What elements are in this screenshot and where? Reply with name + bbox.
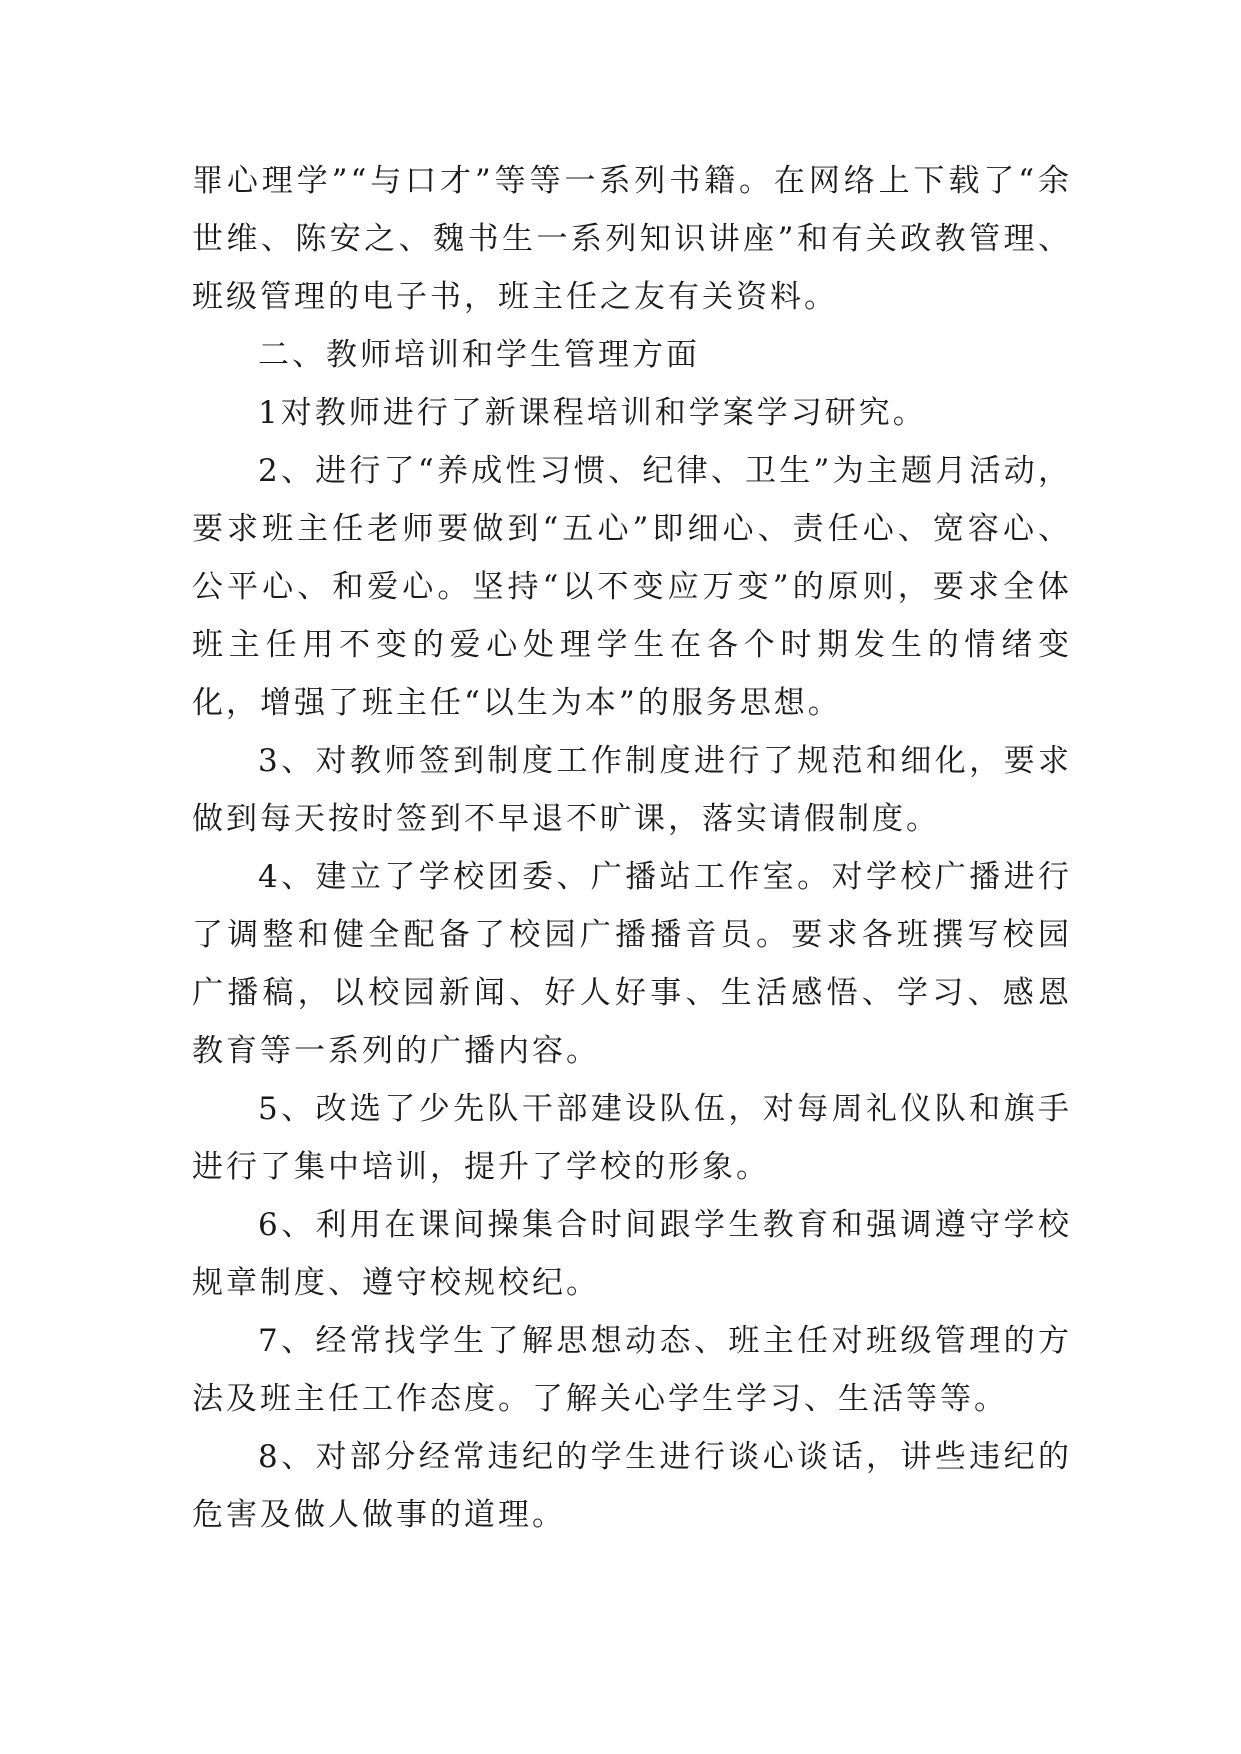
document-body [192,152,1072,1544]
list-item-1: 1对教师进行了新课程培训和学案学习研究。 [258,395,927,431]
list-item-6: 6、利用在课间操集合时间跟学生教育和强调遵守学校规章制度、遵守校规校纪。 [192,1207,1072,1301]
list-item-3: 3、对教师签到制度工作制度进行了规范和细化，要求做到每天按时签到不早退不旷课，落实请假制度。 [192,743,1072,837]
list-item-7: 7、经常找学生了解思想动态、班主任对班级管理的方法及班主任工作态度。了解关心学生学习、生活等等。 [192,1323,1072,1417]
paragraph-1: 罪心理学”“与口才”等等一系列书籍。在网络上下载了“余世维、陈安之、魏书生一系列知识讲座”和有关政教管理、班级管理的电子书，班主任之友有关资料。 [192,163,1072,315]
list-item-2: 2、进行了“养成性习惯、纪律、卫生”为主题月活动，要求班主任老师要做到“五心”即细心、责任心、宽容心、公平心、和爱心。坚持“以不变应万变”的原则，要求全体班主任用不变的爱心处理学生在各个时期发生的情绪变化，增强了班主任“以生为本”的服务思想。 [192,453,1072,721]
section-heading-teacher-training: 二、教师培训和学生管理方面 [258,337,700,373]
list-item-4: 4、建立了学校团委、广播站工作室。对学校广播进行了调整和健全配备了校园广播播音员。要求各班撰写校园广播稿，以校园新闻、好人好事、生活感悟、学习、感恩教育等一系列的广播内容。 [192,859,1072,1069]
list-item-8: 8、对部分经常违纪的学生进行谈心谈话，讲些违纪的危害及做人做事的道理。 [192,1439,1072,1533]
list-item-5: 5、改选了少先队干部建设队伍，对每周礼仪队和旗手进行了集中培训，提升了学校的形象。 [192,1091,1072,1185]
